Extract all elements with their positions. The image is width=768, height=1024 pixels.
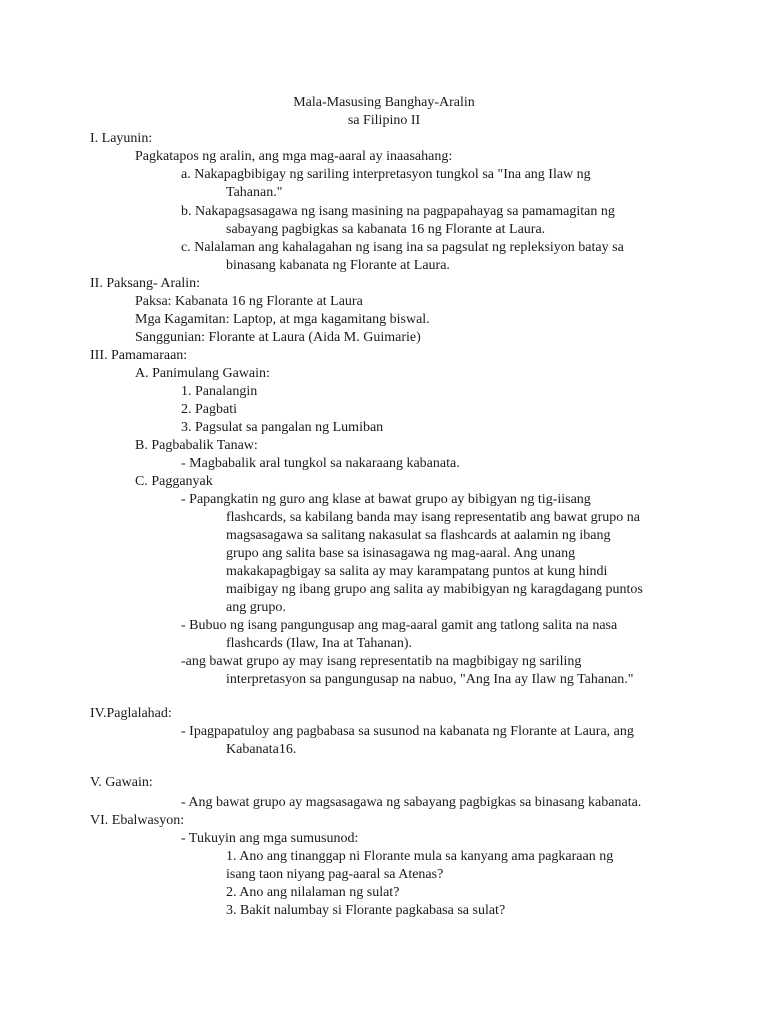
- section-5-heading: V. Gawain:: [90, 775, 153, 790]
- pagganyak-3-line: -ang bawat grupo ay may isang representatib na magbibigay ng sariling: [181, 654, 582, 669]
- pagganyak-1-line: maibigay ng ibang grupo ang salita ay mabibigyan ng karagdagang puntos: [226, 582, 643, 597]
- section-3-heading: III. Pamamaraan:: [90, 348, 188, 363]
- paglalahad-line2: Kabanata16.: [226, 742, 297, 757]
- section-1-intro: Pagkatapos ng aralin, ang mga mag-aaral ay inaasahang:: [135, 149, 453, 164]
- pagganyak-1-line: makakapagbigay sa salita ay may karampatang puntos at kung hindi: [226, 564, 608, 579]
- paksa-line: Paksa: Kabanata 16 ng Florante at Laura: [135, 294, 363, 309]
- kagamitan-line: Mga Kagamitan: Laptop, at mga kagamitang biswal.: [135, 312, 430, 327]
- subsection-a-heading: A. Panimulang Gawain:: [135, 366, 270, 381]
- section-4-heading: IV.Paglalahad:: [90, 706, 172, 721]
- paglalahad-line1: - Ipagpapatuloy ang pagbabasa sa susunod na kabanata ng Florante at Laura, ang: [181, 724, 634, 739]
- list-item: 3. Pagsulat sa pangalan ng Lumiban: [181, 420, 384, 435]
- list-item: 2. Pagbati: [181, 402, 237, 417]
- objective-a-line1: a. Nakapagbibigay ng sariling interpretasyon tungkol sa "Ina ang Ilaw ng: [181, 167, 591, 182]
- subsection-c-heading: C. Pagganyak: [135, 474, 213, 489]
- section-1-heading: I. Layunin:: [90, 131, 153, 146]
- question-2: 2. Ano ang nilalaman ng sulat?: [226, 885, 400, 900]
- objective-c-line2: binasang kabanata ng Florante at Laura.: [226, 258, 450, 273]
- document-subtitle: sa Filipino II: [347, 113, 421, 128]
- objective-c-line1: c. Nalalaman ang kahalagahan ng isang ina sa pagsulat ng repleksiyon batay sa: [181, 240, 624, 255]
- pagganyak-1-line: magsasagawa sa salitang nakasulat sa flashcards at aalamin ng ibang: [226, 528, 611, 543]
- pagganyak-1-line: ang grupo.: [226, 600, 286, 615]
- sanggunian-line: Sanggunian: Florante at Laura (Aida M. Guimarie): [135, 330, 421, 345]
- ebalwasyon-intro: - Tukuyin ang mga sumusunod:: [181, 831, 359, 846]
- section-2-heading: II. Paksang- Aralin:: [90, 276, 201, 291]
- pagganyak-1-line: flashcards, sa kabilang banda may isang representatib ang bawat grupo na: [226, 510, 641, 525]
- pagganyak-3-line: interpretasyon sa pangungusap na nabuo, "Ang Ina ay Ilaw ng Tahanan.": [226, 672, 634, 687]
- objective-b-line1: b. Nakapagsasagawa ng isang masining na pagpapahayag sa pamamagitan ng: [181, 204, 615, 219]
- pagganyak-2-line: flashcards (Ilaw, Ina at Tahanan).: [226, 636, 412, 651]
- document-title: Mala-Masusing Banghay-Aralin: [293, 95, 475, 110]
- question-1-line2: isang taon niyang pag-aaral sa Atenas?: [226, 867, 444, 882]
- subsection-b-heading: B. Pagbabalik Tanaw:: [135, 438, 258, 453]
- question-3: 3. Bakit nalumbay si Florante pagkabasa sa sulat?: [226, 903, 506, 918]
- pagganyak-1-line: grupo ang salita base sa isinasagawa ng mag-aaral. Ang unang: [226, 546, 576, 561]
- list-item: 1. Panalangin: [181, 384, 258, 399]
- pagganyak-1-line: - Papangkatin ng guro ang klase at bawat grupo ay bibigyan ng tig-iisang: [181, 492, 591, 507]
- objective-a-line2: Tahanan.": [226, 185, 283, 200]
- pagganyak-2-line: - Bubuo ng isang pangungusap ang mag-aaral gamit ang tatlong salita na nasa: [181, 618, 618, 633]
- question-1-line1: 1. Ano ang tinanggap ni Florante mula sa kanyang ama pagkaraan ng: [226, 849, 614, 864]
- subsection-b-item: - Magbabalik aral tungkol sa nakaraang kabanata.: [181, 456, 460, 471]
- gawain-line: - Ang bawat grupo ay magsasagawa ng sabayang pagbigkas sa binasang kabanata.: [181, 795, 642, 810]
- section-6-heading: VI. Ebalwasyon:: [90, 813, 185, 828]
- objective-b-line2: sabayang pagbigkas sa kabanata 16 ng Florante at Laura.: [226, 222, 546, 237]
